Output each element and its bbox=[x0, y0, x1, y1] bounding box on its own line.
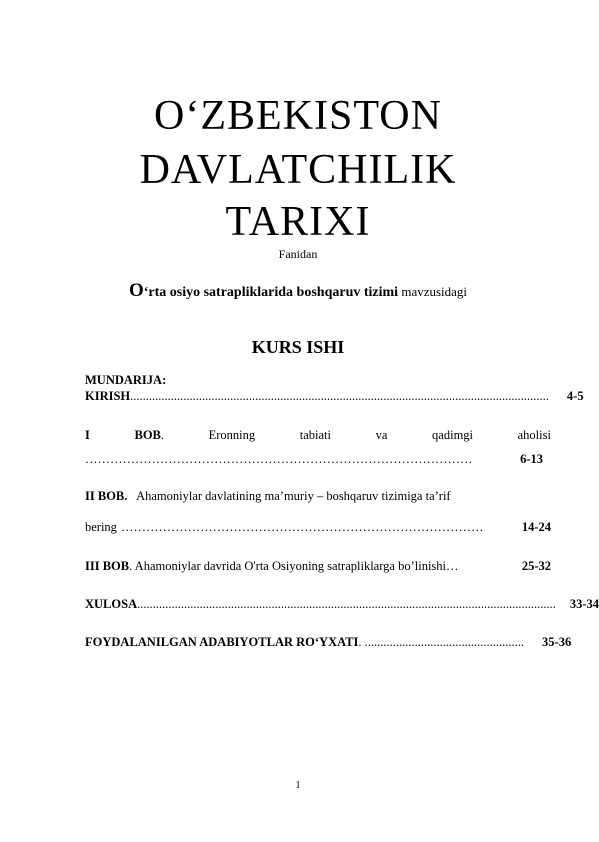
subject-first-letter: O bbox=[128, 280, 144, 301]
toc-bob2-label: II BOB. bbox=[85, 489, 128, 503]
toc-row-bob3 bbox=[85, 559, 551, 574]
toc-bob2-leader: …………………………………………………………………………… bbox=[120, 520, 484, 534]
toc-adab-label: FOYDALANILGAN ADABIYOTLAR RO‘YXATI bbox=[85, 635, 359, 649]
toc-bob1-word-1: I bbox=[85, 428, 90, 442]
toc-row-adabiyotlar bbox=[85, 635, 572, 650]
title-line-3: TARIXI bbox=[225, 199, 371, 245]
toc-row-kirish bbox=[85, 389, 584, 404]
toc-bob3-title: . Ahamoniylar davrida O'rta Osiyoning satrapliklarga bo’linishi… bbox=[129, 559, 459, 573]
toc-row-xulosa bbox=[85, 597, 599, 612]
toc-bob1-word-3: Eronning bbox=[208, 428, 256, 442]
toc-bob1-page: 6-13 bbox=[520, 452, 543, 466]
toc-bob3-page: 25-32 bbox=[521, 559, 551, 573]
toc-bob3-label: III BOB bbox=[85, 559, 130, 573]
toc-row-bob2-cont bbox=[85, 520, 551, 535]
toc-kirish-page: 4-5 bbox=[566, 389, 584, 403]
toc-adab-leader: . ................................................... bbox=[358, 635, 525, 649]
toc-bob1-word-5: va bbox=[375, 428, 388, 442]
toc-bob1-word-2: BOB. bbox=[134, 428, 165, 442]
title-line-1: O‘ZBEKISTON bbox=[154, 93, 442, 139]
toc-bob1-word-6: qadimgi bbox=[432, 428, 474, 442]
toc-xulosa-label: XULOSA bbox=[85, 597, 138, 611]
toc-bob2-cont: bering bbox=[85, 520, 117, 534]
subject-suffix: mavzusidagi bbox=[401, 284, 468, 299]
page-number: 1 bbox=[295, 780, 301, 791]
title-line-2: DAVLATCHILIK bbox=[139, 147, 457, 193]
toc-adab-page: 35-36 bbox=[542, 635, 572, 649]
subject-line bbox=[0, 280, 596, 302]
toc-bob1-word-4: tabiati bbox=[299, 428, 332, 442]
subject-bold-text: ‘rta osiyo satrapliklarida boshqaruv tizimi bbox=[143, 285, 399, 300]
toc-bob2-title: Ahamoniylar davlatining ma’muriy – boshqaruv tizimiga ta’rif bbox=[136, 489, 451, 503]
toc-kirish-label: KIRISH bbox=[85, 389, 131, 403]
toc-heading: MUNDARIJA: bbox=[85, 373, 167, 387]
toc-bob2-page: 14-24 bbox=[521, 520, 551, 534]
toc-xulosa-page: 33-34 bbox=[569, 597, 599, 611]
toc-bob1-word-7: aholisi bbox=[517, 428, 551, 442]
fanidan-label: Fanidan bbox=[278, 247, 318, 261]
toc-row-bob2 bbox=[85, 489, 451, 504]
toc-bob1-leader: ………………………………………………………………………………… bbox=[85, 452, 473, 466]
toc-kirish-leader: ...................................................................................................................................... bbox=[130, 389, 549, 403]
toc-xulosa-leader: ...................................................................................................................................... bbox=[137, 597, 556, 611]
toc-row-bob1-cont bbox=[85, 452, 551, 467]
kurs-ishi-heading: KURS ISHI bbox=[251, 337, 345, 357]
toc-row-bob1 bbox=[85, 428, 551, 443]
